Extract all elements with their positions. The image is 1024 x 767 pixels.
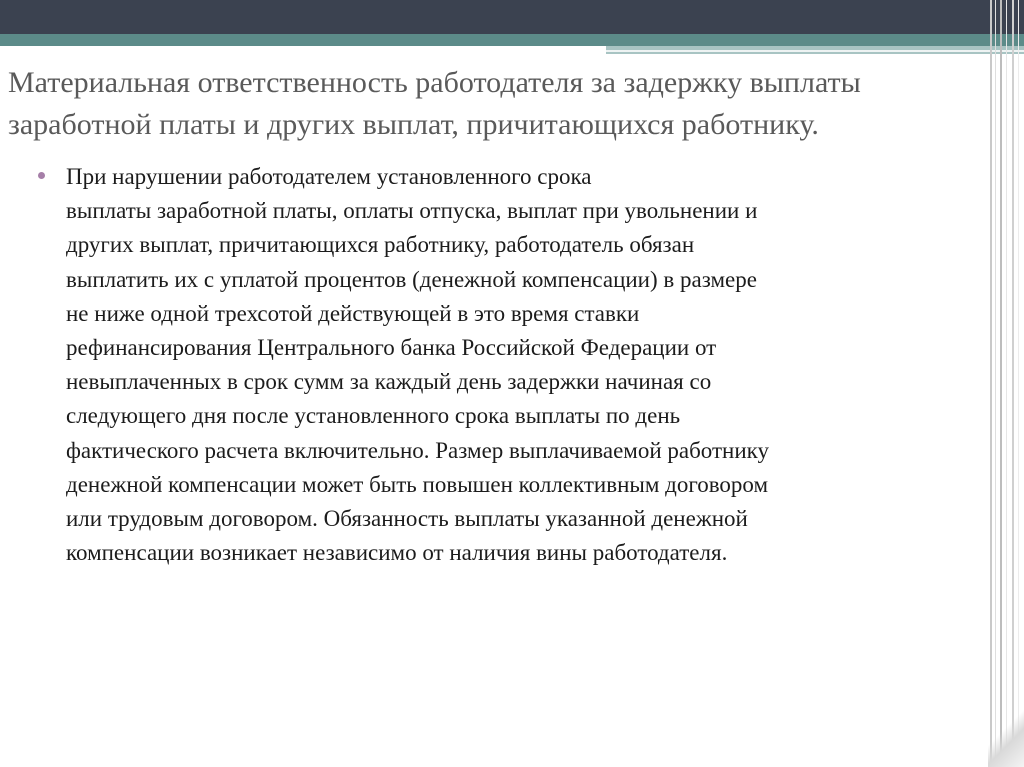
bullet-text <box>66 160 946 570</box>
header-highlight-line <box>606 50 1024 52</box>
bullet-item <box>38 160 958 570</box>
bullet-line: При нарушении работодателем установленного срока <box>66 164 592 189</box>
bullet-line: других выплат, причитающихся работнику, работодатель обязан <box>66 232 695 258</box>
bullet-line: не ниже одной трехсотой действующей в это время ставки <box>66 300 640 326</box>
slide-body <box>38 160 958 570</box>
bullet-line: выплаты заработной платы, оплаты отпуска, выплат при увольнении и <box>66 198 758 224</box>
slide-title: Материальная ответственность работодателя за задержку выплаты заработной платы и других выплат, причитающихся работнику. <box>8 66 861 141</box>
bullet-line: невыплаченных в срок сумм за каждый день задержки начиная со <box>66 369 712 395</box>
bullet-line: следующего дня после установленного срока выплаты по день <box>66 403 681 429</box>
bullet-line: фактического расчета включительно. Размер выплачиваемой работнику <box>66 437 770 463</box>
bullet-line: или трудовым договором. Обязанность выплаты указанной денежной <box>66 506 748 532</box>
bullet-line: компенсации возникает независимо от наличия вины работодателя. <box>66 540 728 566</box>
header-accent-stripe <box>0 34 1024 46</box>
bullet-line: рефинансирования Центрального банка Российской Федерации от <box>66 335 717 361</box>
header-band <box>0 0 1024 34</box>
bullet-line: денежной компенсации может быть повышен коллективным договором <box>66 471 769 497</box>
bullet-dot-icon <box>38 172 45 179</box>
bullet-line: выплатить их с уплатой процентов (денежной компенсации) в размере <box>66 266 757 292</box>
page-curl-shadow <box>988 707 1024 767</box>
